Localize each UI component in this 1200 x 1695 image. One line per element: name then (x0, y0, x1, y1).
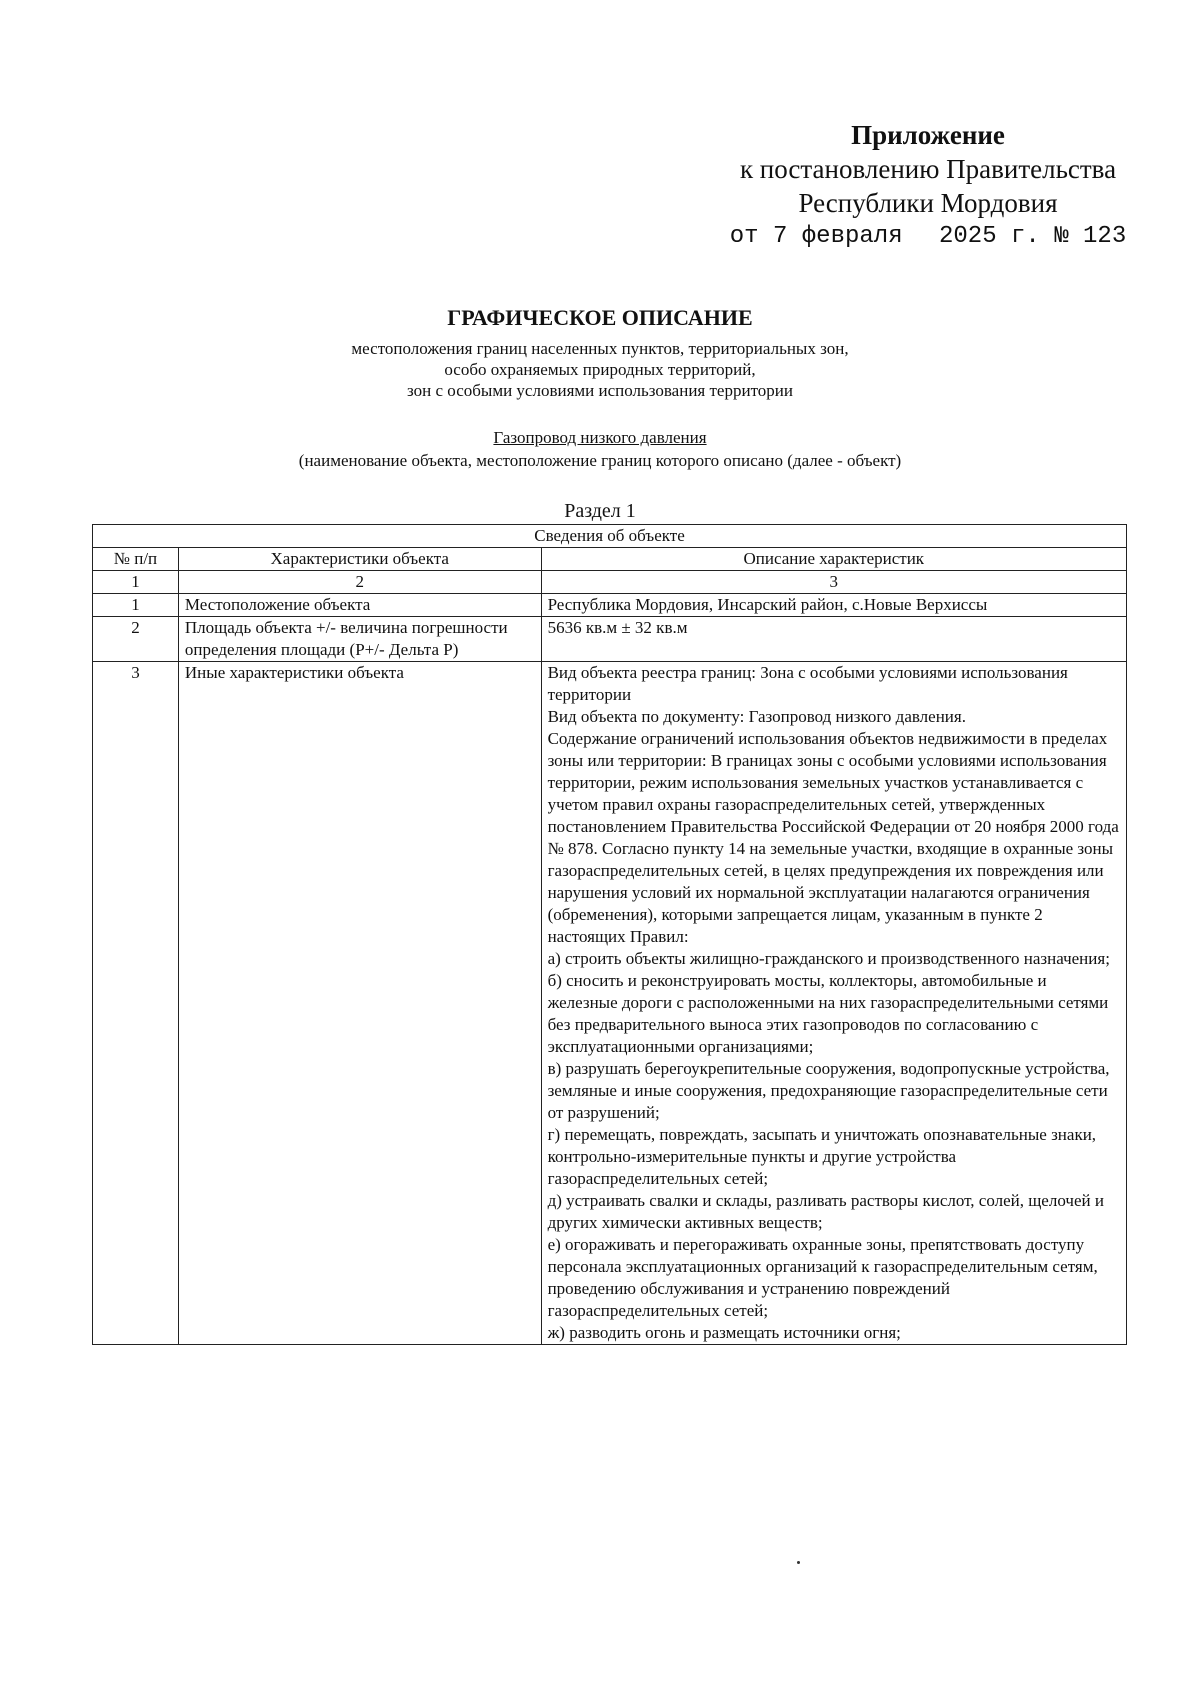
description-paragraph: в) разрушать берегоукрепительные сооружения, водопропускные устройства, земляные и иные сооружения, предохраняющие газораспределительные сети от разрушений; (547, 1059, 1110, 1122)
description-paragraph: е) огораживать и перегораживать охранные зоны, препятствовать доступу персонала эксплуатационных организаций к газораспределительным сетям, проведению обслуживания и устранению повреждений газораспределительных сетей; (547, 1235, 1098, 1320)
date-prefix: от (729, 223, 759, 250)
appendix-date (718, 220, 1138, 254)
header-number: № п/п (93, 548, 179, 571)
table-row (93, 617, 1127, 662)
description-paragraph: Республика Мордовия, Инсарский район, с.Новые Верхиссы (547, 595, 988, 614)
row-number: 2 (93, 617, 179, 662)
subtitle-line: зон с особыми условиями использования территории (407, 381, 793, 400)
document-title: ГРАФИЧЕСКОЕ ОПИСАНИЕ (447, 305, 753, 330)
column-number: 2 (178, 571, 541, 594)
header-characteristics: Характеристики объекта (178, 548, 541, 571)
row-characteristic: Местоположение объекта (178, 594, 541, 617)
header-description: Описание характеристик (541, 548, 1126, 571)
column-number: 3 (541, 571, 1126, 594)
description-paragraph: 5636 кв.м ± 32 кв.м (547, 618, 688, 637)
description-paragraph: а) строить объекты жилищно-гражданского и производственного назначения; (547, 949, 1110, 968)
description-paragraph: Вид объекта реестра границ: Зона с особыми условиями использования территории (547, 663, 1068, 704)
row-number: 3 (93, 662, 179, 1345)
object-info-table (92, 524, 1127, 1345)
table-caption-row (93, 525, 1127, 548)
row-description (541, 617, 1126, 662)
description-paragraph: д) устраивать свалки и склады, разливать растворы кислот, солей, щелочей и других химически активных веществ; (547, 1191, 1104, 1232)
description-paragraph: Содержание ограничений использования объектов недвижимости в пределах зоны или территории: В границах зоны с особыми условиями использования территории, режим использования земельных участков устанавливается с учетом правил охраны газораспределительных сетей, утвержденных постановлением Правительства Российской Федерации от 20 ноября 2000 года № 878. Согласно пункту 14 на земельные участки, входящие в охранные зоны газораспределительных сетей, в целях предупреждения их повреждения или нарушения условий их нормальной эксплуатации налагаются ограничения (обременения), которыми запрещается лицам, указанным в пункте 2 настоящих Правил: (547, 729, 1119, 946)
description-paragraph: б) сносить и реконструировать мосты, коллекторы, автомобильные и железные дороги с расположенными на них газораспределительными сетями без предварительного выноса этих газопроводов по согласованию с эксплуатационными организациями; (547, 971, 1109, 1056)
row-description (541, 662, 1126, 1345)
column-number-row (93, 571, 1127, 594)
table-row (93, 594, 1127, 617)
row-description (541, 594, 1126, 617)
description-paragraph: ж) разводить огонь и размещать источники огня; (547, 1323, 901, 1342)
subtitle-line: особо охраняемых природных территорий, (444, 360, 756, 379)
appendix-line-2: Республики Мордовия (798, 188, 1058, 218)
row-characteristic: Иные характеристики объекта (178, 662, 541, 1345)
appendix-title: Приложение (851, 120, 1005, 150)
scan-dot (797, 1561, 800, 1564)
appendix-line-1: к постановлению Правительства (739, 154, 1117, 184)
object-name: Газопровод низкого давления (493, 428, 707, 447)
description-paragraph: Вид объекта по документу: Газопровод низкого давления. (547, 707, 966, 726)
table-row (93, 662, 1127, 1345)
section-heading: Раздел 1 (564, 500, 636, 522)
document-subtitle (0, 338, 1200, 401)
date-day: 7 февраля (772, 223, 903, 250)
row-number: 1 (93, 594, 179, 617)
object-name-note: (наименование объекта, местоположение границ которого описано (далее - объект) (298, 451, 902, 470)
table-caption: Сведения об объекте (93, 525, 1127, 548)
subtitle-line: местоположения границ населенных пунктов, территориальных зон, (351, 339, 849, 358)
row-characteristic: Площадь объекта +/- величина погрешности определения площади (Р+/- Дельта Р) (178, 617, 541, 662)
description-paragraph: г) перемещать, повреждать, засыпать и уничтожать опознавательные знаки, контрольно-измерительные пункты и другие устройства газораспределительных сетей; (547, 1125, 1097, 1188)
table-header-row (93, 548, 1127, 571)
date-year-number: 2025 г. № 123 (939, 223, 1127, 250)
column-number: 1 (93, 571, 179, 594)
appendix-header (718, 118, 1138, 254)
